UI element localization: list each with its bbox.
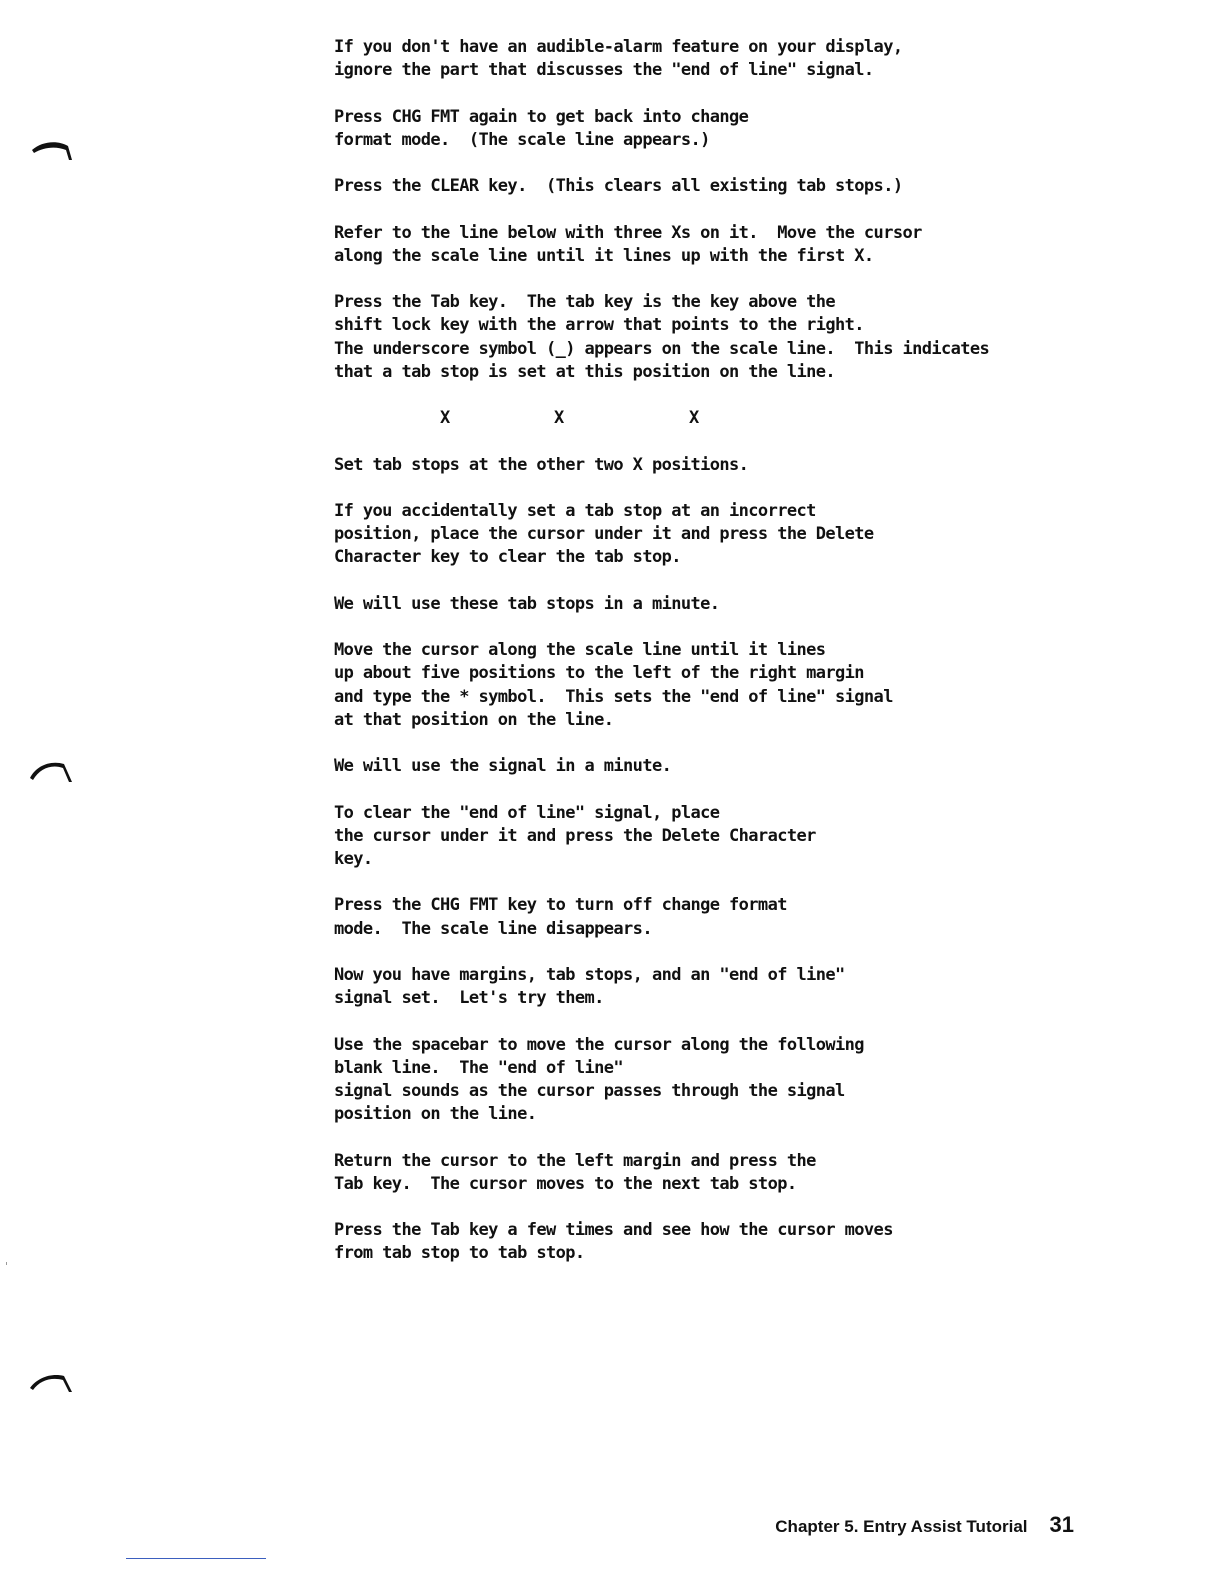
tab-marks-line [334, 407, 1094, 430]
paragraph-incorrect-tab: If you accidentally set a tab stop at an incorrect position, place the cursor under it and press the Delete Character key to clear the tab stop. [334, 500, 874, 568]
paragraph-spacebar: Use the spacebar to move the cursor along the following blank line. The "end of line" signal sounds as the cursor passes through the signal position on the line. [334, 1034, 864, 1125]
binder-punch-mark-icon [28, 756, 76, 786]
paragraph-try-them: Now you have margins, tab stops, and an "end of line" signal set. Let's try them. [334, 964, 845, 1009]
page-number: 31 [1049, 1512, 1074, 1537]
page-body [334, 36, 1094, 1289]
paragraph-refer-line: Refer to the line below with three Xs on it. Move the cursor along the scale line until it lines up with the first X. [334, 222, 922, 266]
paragraph-audible-alarm: If you don't have an audible-alarm feature on your display, ignore the part that discusses the "end of line" signal. [334, 37, 903, 81]
page-footer [775, 1512, 1074, 1538]
paragraph-set-tab-stops: Set tab stops at the other two X positions. [334, 454, 749, 475]
bottom-divider [126, 1558, 266, 1559]
scan-speck [6, 1262, 7, 1265]
paragraph-return-cursor: Return the cursor to the left margin and press the Tab key. The cursor moves to the next tab stop. [334, 1150, 816, 1194]
chapter-title: Chapter 5. Entry Assist Tutorial [775, 1517, 1028, 1536]
tab-mark-x: X [554, 408, 565, 429]
paragraph-use-tab-stops: We will use these tab stops in a minute. [334, 593, 720, 614]
paragraph-end-of-line-signal: Move the cursor along the scale line until it lines up about five positions to the left of the right margin and type the * symbol. This sets the "end of line" signal at that position on the line. [334, 640, 893, 730]
paragraph-clear-signal: To clear the "end of line" signal, place the cursor under it and press the Delete Character key. [334, 802, 816, 869]
paragraph-clear-key: Press the CLEAR key. (This clears all existing tab stops.) [334, 176, 903, 197]
paragraph-use-signal: We will use the signal in a minute. [334, 756, 672, 777]
paragraph-tab-key: Press the Tab key. The tab key is the key above the shift lock key with the arrow that points to the right. The underscore symbol (_) appears on the scale line. This indicates that a tab stop is set at this position on the line. [334, 292, 990, 382]
binder-punch-mark-icon [28, 1368, 76, 1398]
tab-mark-x: X [440, 408, 451, 429]
paragraph-tab-few-times: Press the Tab key a few times and see how the cursor moves from tab stop to tab stop. [334, 1220, 893, 1264]
paragraph-turn-off-format: Press the CHG FMT key to turn off change format mode. The scale line disappears. [334, 895, 787, 939]
binder-punch-mark-icon [28, 138, 76, 168]
paragraph-chg-fmt-again: Press CHG FMT again to get back into change format mode. (The scale line appears.) [334, 106, 749, 150]
tab-mark-x: X [689, 408, 700, 429]
